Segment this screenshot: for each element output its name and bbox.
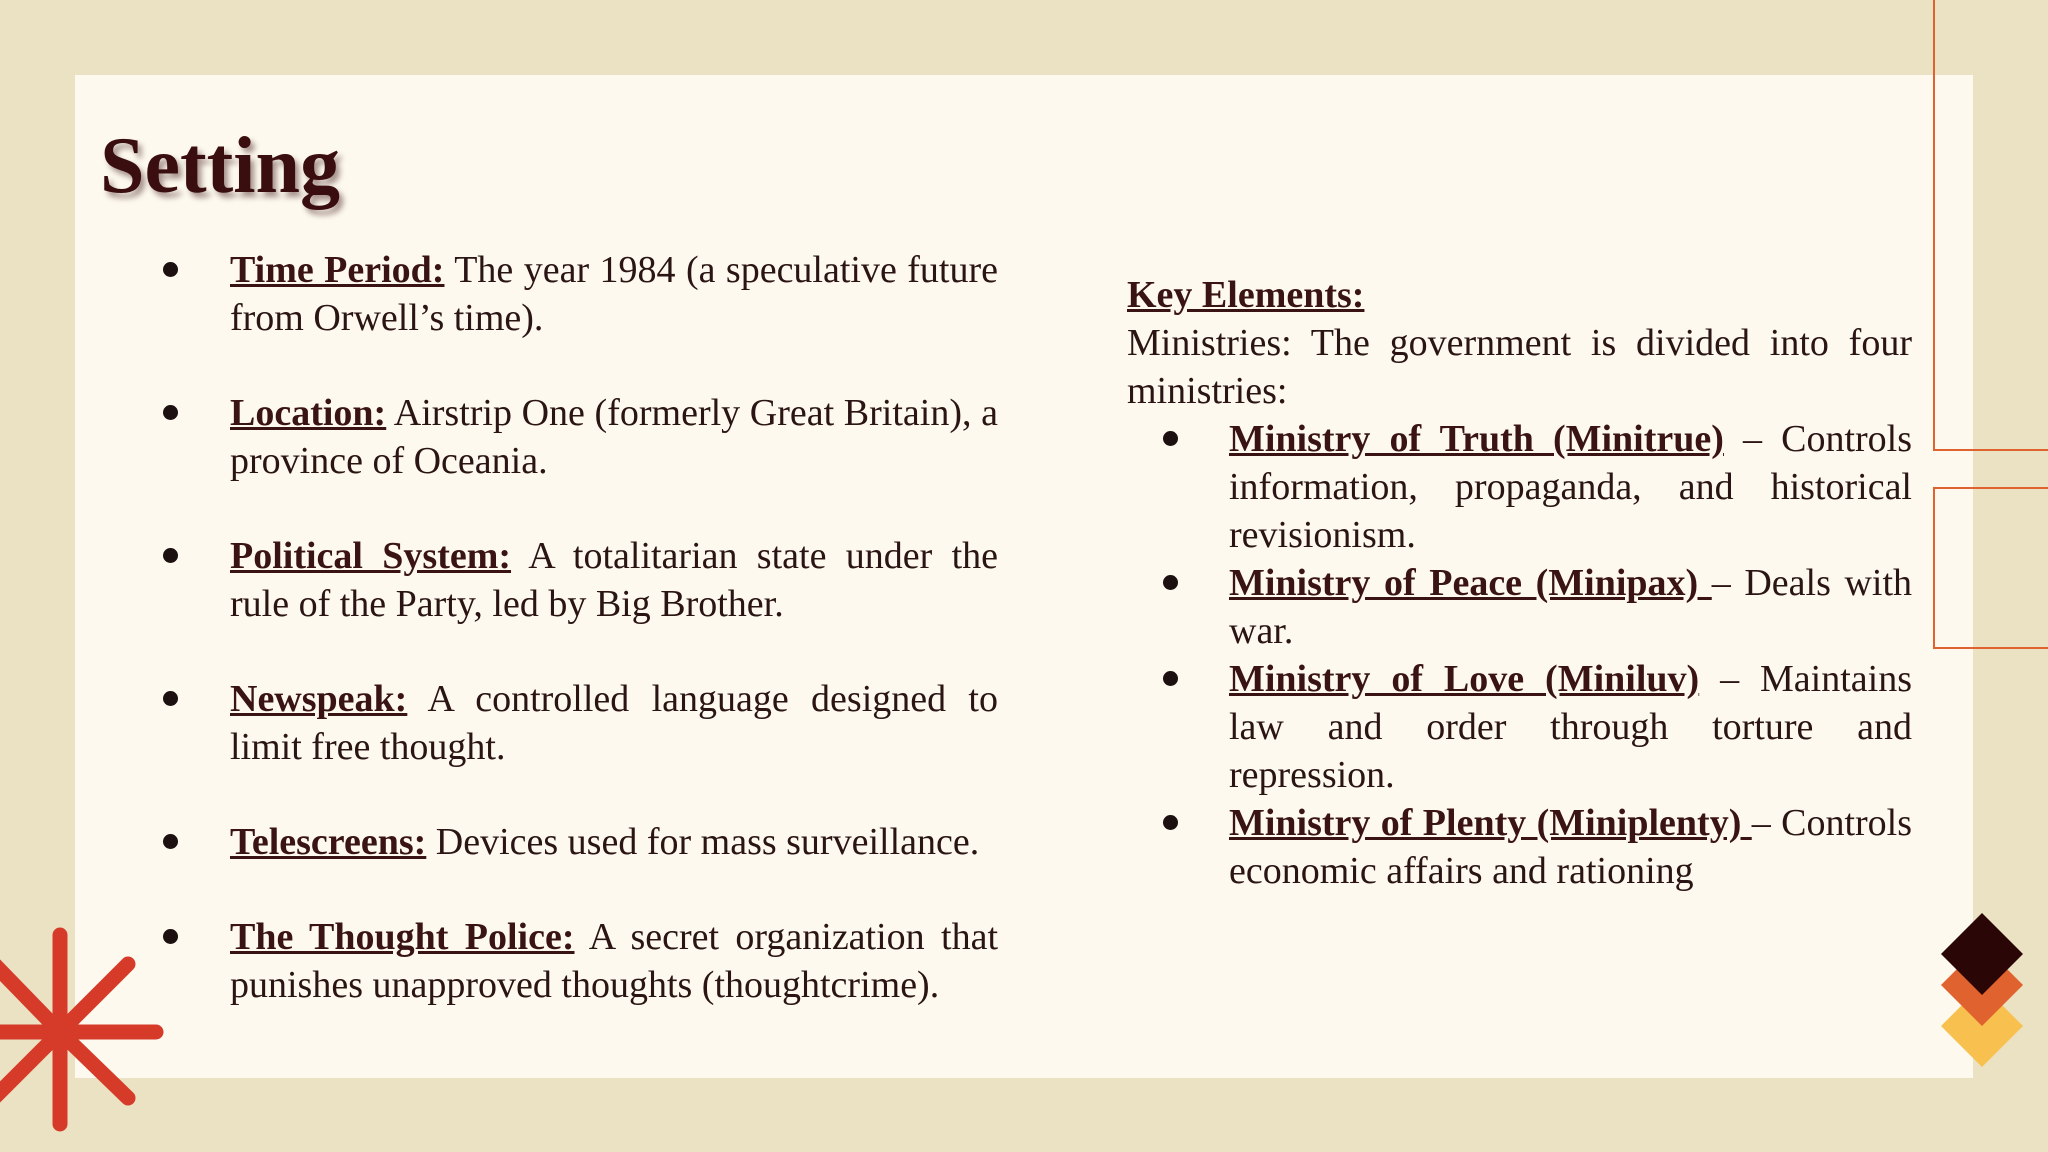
key-elements-intro: Ministries: The government is divided into four ministries: (1127, 322, 1912, 412)
bullet-icon (1163, 575, 1178, 590)
ministry-item-plenty (1127, 799, 1912, 895)
term-label: Newspeak: (230, 678, 408, 720)
bullet-icon (163, 929, 178, 944)
list-item-location (160, 389, 998, 485)
ministry-item-love (1127, 655, 1912, 799)
item-text: A controlled language designed to limit free thought. (230, 678, 998, 768)
bracket-line-bottom (1934, 488, 2048, 648)
ministry-name: Ministry of Truth (Minitrue) (1229, 418, 1724, 460)
bullet-icon (1163, 431, 1178, 446)
term-label: Time Period: (230, 249, 445, 291)
ministry-description: – Controls economic affairs and rationing (1229, 802, 1913, 892)
ministry-description: – Controls information, propaganda, and historical revisionism. (1229, 418, 1913, 556)
ministry-name: Ministry of Love (Miniluv) (1229, 658, 1700, 700)
list-item-time-period (160, 246, 998, 342)
bullet-icon (163, 834, 178, 849)
item-text: A secret organization that punishes unapproved thoughts (thoughtcrime). (230, 916, 999, 1006)
bullet-icon (163, 405, 178, 420)
bullet-icon (163, 262, 178, 277)
ministry-name: Ministry of Peace (Minipax) (1229, 562, 1712, 604)
bullet-icon (1163, 671, 1178, 686)
bullet-icon (1163, 815, 1178, 830)
bullet-icon (163, 691, 178, 706)
item-text: Airstrip One (formerly Great Britain), a province of Oceania. (230, 392, 998, 482)
starburst-icon (0, 935, 156, 1124)
term-label: Location: (230, 392, 387, 434)
setting-list (160, 246, 998, 1056)
ministries-list (1127, 415, 1912, 895)
term-label: Telescreens: (230, 821, 427, 863)
item-text: The year 1984 (a speculative future from Orwell’s time). (230, 249, 998, 339)
item-text: Devices used for mass surveillance. (435, 821, 980, 863)
list-item-telescreens (160, 818, 998, 866)
ministry-item-truth (1127, 415, 1912, 559)
ministry-description: – Deals with war. (1229, 562, 1912, 652)
term-label: The Thought Police: (230, 916, 575, 958)
list-item-political-system (160, 532, 998, 628)
term-label: Political System: (230, 535, 512, 577)
bullet-icon (163, 548, 178, 563)
ministry-item-peace (1127, 559, 1912, 655)
key-elements-section (1127, 271, 1912, 895)
ministry-description: – Maintains law and order through torture and repression. (1229, 658, 1912, 796)
key-elements-heading: Key Elements: (1127, 274, 1365, 316)
bracket-line-top (1934, 0, 2048, 450)
list-item-thought-police (160, 913, 998, 1009)
page-title: Setting (100, 122, 340, 210)
ministry-name: Ministry of Plenty (Miniplenty) (1229, 802, 1752, 844)
item-text: A totalitarian state under the rule of the Party, led by Big Brother. (230, 535, 999, 625)
list-item-newspeak (160, 675, 998, 771)
